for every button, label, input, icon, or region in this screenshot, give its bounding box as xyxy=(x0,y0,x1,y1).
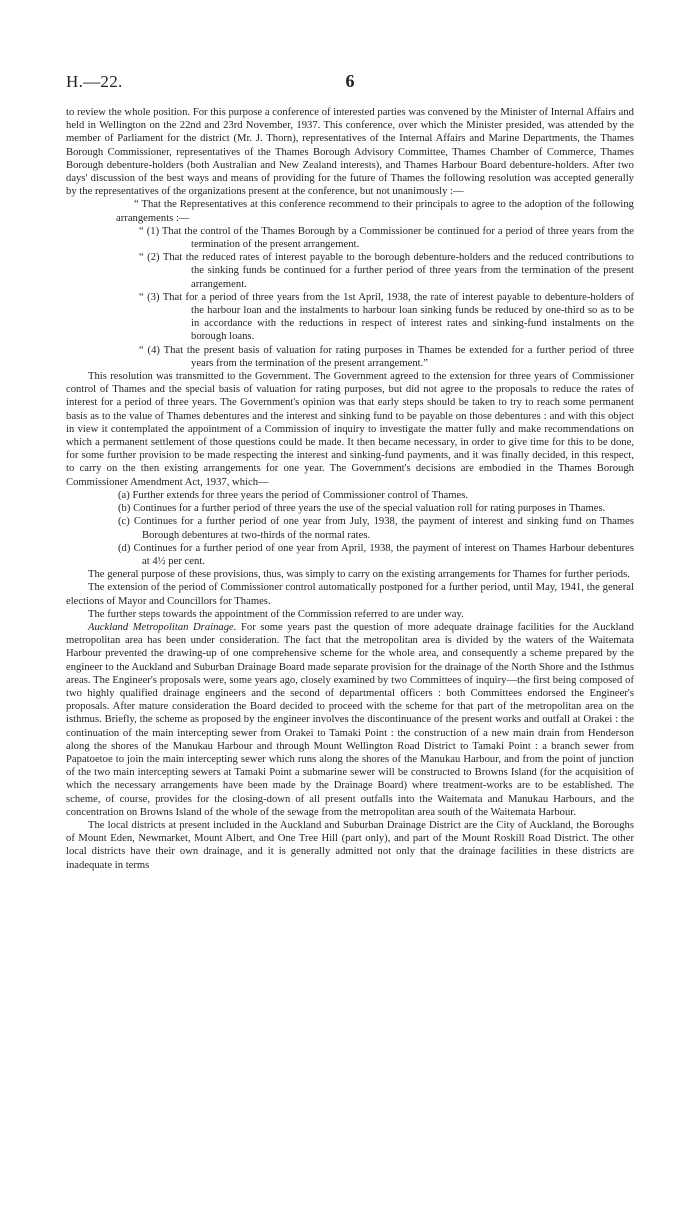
report-code: H.—22. xyxy=(66,72,123,91)
paragraph-commission: The further steps towards the appointment of the Commission referred to are under way. xyxy=(88,608,464,620)
act-provision-item: (a) Further extends for three years the period of Commissioner control of Thames. xyxy=(118,489,469,501)
resolution-item: “ (4) That the present basis of valuation for rating purposes in Thames be extended for a further period of three years from the termination of the present arrangement.” xyxy=(139,344,634,369)
page-header xyxy=(66,72,634,96)
paragraph-continuation: to review the whole position. For this purpose a conference of interested parties was convened by the Minister of Internal Affairs and held in Wellington on the 22nd and 23rd November, 1937. This conference, over which the Minister presided, was attended by the member of Parliament for the district (Mr. J. Thorn), representatives of the Internal Affairs and Marine Departments, the Thames Borough Commissioner, representatives of the Thames Borough Advisory Committee, Thames Chamber of Commerce, Thames Borough debenture-holders (both Australian and New Zealand interests), and Thames Harbour Board debenture-holders. After two days' discussion of the best ways and means of providing for the future of Thames the following resolution was accepted generally by the representatives of the organizations present at the conference, but not unanimously :— xyxy=(66,107,634,198)
act-provision-item: (b) Continues for a further period of three years the use of the special valuation roll for rating purposes in Thames. xyxy=(118,503,606,515)
resolution-item: “ (1) That the control of the Thames Borough by a Commissioner be continued for a period of three years from the termination of the present arrangement. xyxy=(139,225,634,251)
paragraph-government-response: This resolution was transmitted to the Government. The Government agreed to the extension for three years of Commissioner control of Thames and the special basis of valuation for rating purposes, but did not agree to the proposals to reduce the rates of interest for a period of three years. The Government's opinion was that early steps should be taken to try to reach some permanent basis as to the value of Thames debentures and the interest and sinking fund to be payable on those debentures : and with this object in view it contemplated the appointment of a Commission of inquiry to investigate the matter fully and make recommendations on which a permanent settlement of those questions could be made. It then became necessary, in order to give time for this to be done, for some further provision to be made respecting the interest and sinking-fund payments, and it was finally decided, in this respect, to carry on the then existing arrangements for one year. The Government's decisions are embodied in the Thames Borough Commissioner Amendment Act, 1937, which— xyxy=(66,371,634,488)
resolution-item: “ (3) That for a period of three years from the 1st April, 1938, the rate of interest payable to debenture-holders of the harbour loan and the instalments to harbour loan sinking funds be reduced by one-third so as to be in accordance with the reductions in respect of interest rates and sinking-fund instalments on the borough loans. xyxy=(139,291,634,343)
paragraph-local-districts: The local districts at present included in the Auckland and Suburban Drainage District are the City of Auckland, the Boroughs of Mount Eden, Newmarket, Mount Albert, and One Tree Hill (part only), and part of the Mount Roskill Road District. The other local districts have their own drainage, and it is generally admitted not only that the drainage facilities in these districts are inadequate in terms xyxy=(66,819,634,871)
section-heading: Auckland Metropolitan Drainage. xyxy=(88,621,237,633)
paragraph-elections: The extension of the period of Commissioner control automatically postponed for a further period, until May, 1941, the general elections of Mayor and Councillors for Thames. xyxy=(66,582,634,607)
paragraph-auckland-drainage-text: For some years past the question of more adequate drainage facilities for the Auckland metropolitan area has been under consideration. The fact that the metropolitan area is divided by the waters of the Waitemata Harbour prevented the drawing-up of one comprehensive scheme for the whole area, and consequently a scheme prepared by the engineer to the Auckland and Suburban Drainage Board made separate provision for the drainage of the North Shore and the Isthmus areas. The Engineer's proposals were, some years ago, closely examined by two Committees of inquiry—the first being composed of two highly qualified drainage engineers and the second of departmental officers : both Committees endorsed the Engineer's proposals. After mature consideration the Board decided to proceed with the scheme for that part of the metropolitan area on the isthmus. Briefly, the scheme as proposed by the engineer involves the discontinuance of the present works and outfall at Orakei : the continuation of the main intercepting sewer from Orakei to Tamaki Point : the construction of a new main drain from Henderson along the shores of the Manukau Harbour and through Mount Wellington Road District to Tamaki Point : a branch sewer from Papatoetoe to join the main intercepting sewer which runs along the shores of the Manukau Harbour, and from the point of junction of the two main intercepting sewers at Tamaki Point a submarine sewer will be constructed to Browns Island (for the acquisition of which the necessary arrangements have been made by the Drainage Board) where treatment-works are to be established. The scheme, of course, provides for the closing-down of all present outfalls into the Waitemata and Manukau Harbours, and the concentration on Browns Island of the whole of the sewage from the metropolitan area south of the Waitemata Harbour. xyxy=(66,621,634,818)
page-body xyxy=(66,106,634,872)
page-number: 6 xyxy=(345,71,355,91)
resolution-item: “ (2) That the reduced rates of interest payable to the borough debenture-holders and the reduced contributions to the sinking funds be continued for a further period of three years from the termination of the present arrangement. xyxy=(139,252,634,290)
paragraph-auckland-drainage xyxy=(66,621,634,819)
resolution-intro: “ That the Representatives at this conference recommend to their principals to agree to the adoption of the following arrangements :— xyxy=(116,199,634,224)
act-provision-item: (c) Continues for a further period of one year from July, 1938, the payment of interest and sinking fund on Thames Borough debentures at two-thirds of the normal rates. xyxy=(118,516,634,541)
act-provision-item: (d) Continues for a further period of one year from April, 1938, the payment of interest on Thames Harbour debentures at 4½ per cent. xyxy=(118,542,634,567)
paragraph-general-purpose: The general purpose of these provisions, thus, was simply to carry on the existing arrangements for Thames for further periods. xyxy=(88,569,630,581)
